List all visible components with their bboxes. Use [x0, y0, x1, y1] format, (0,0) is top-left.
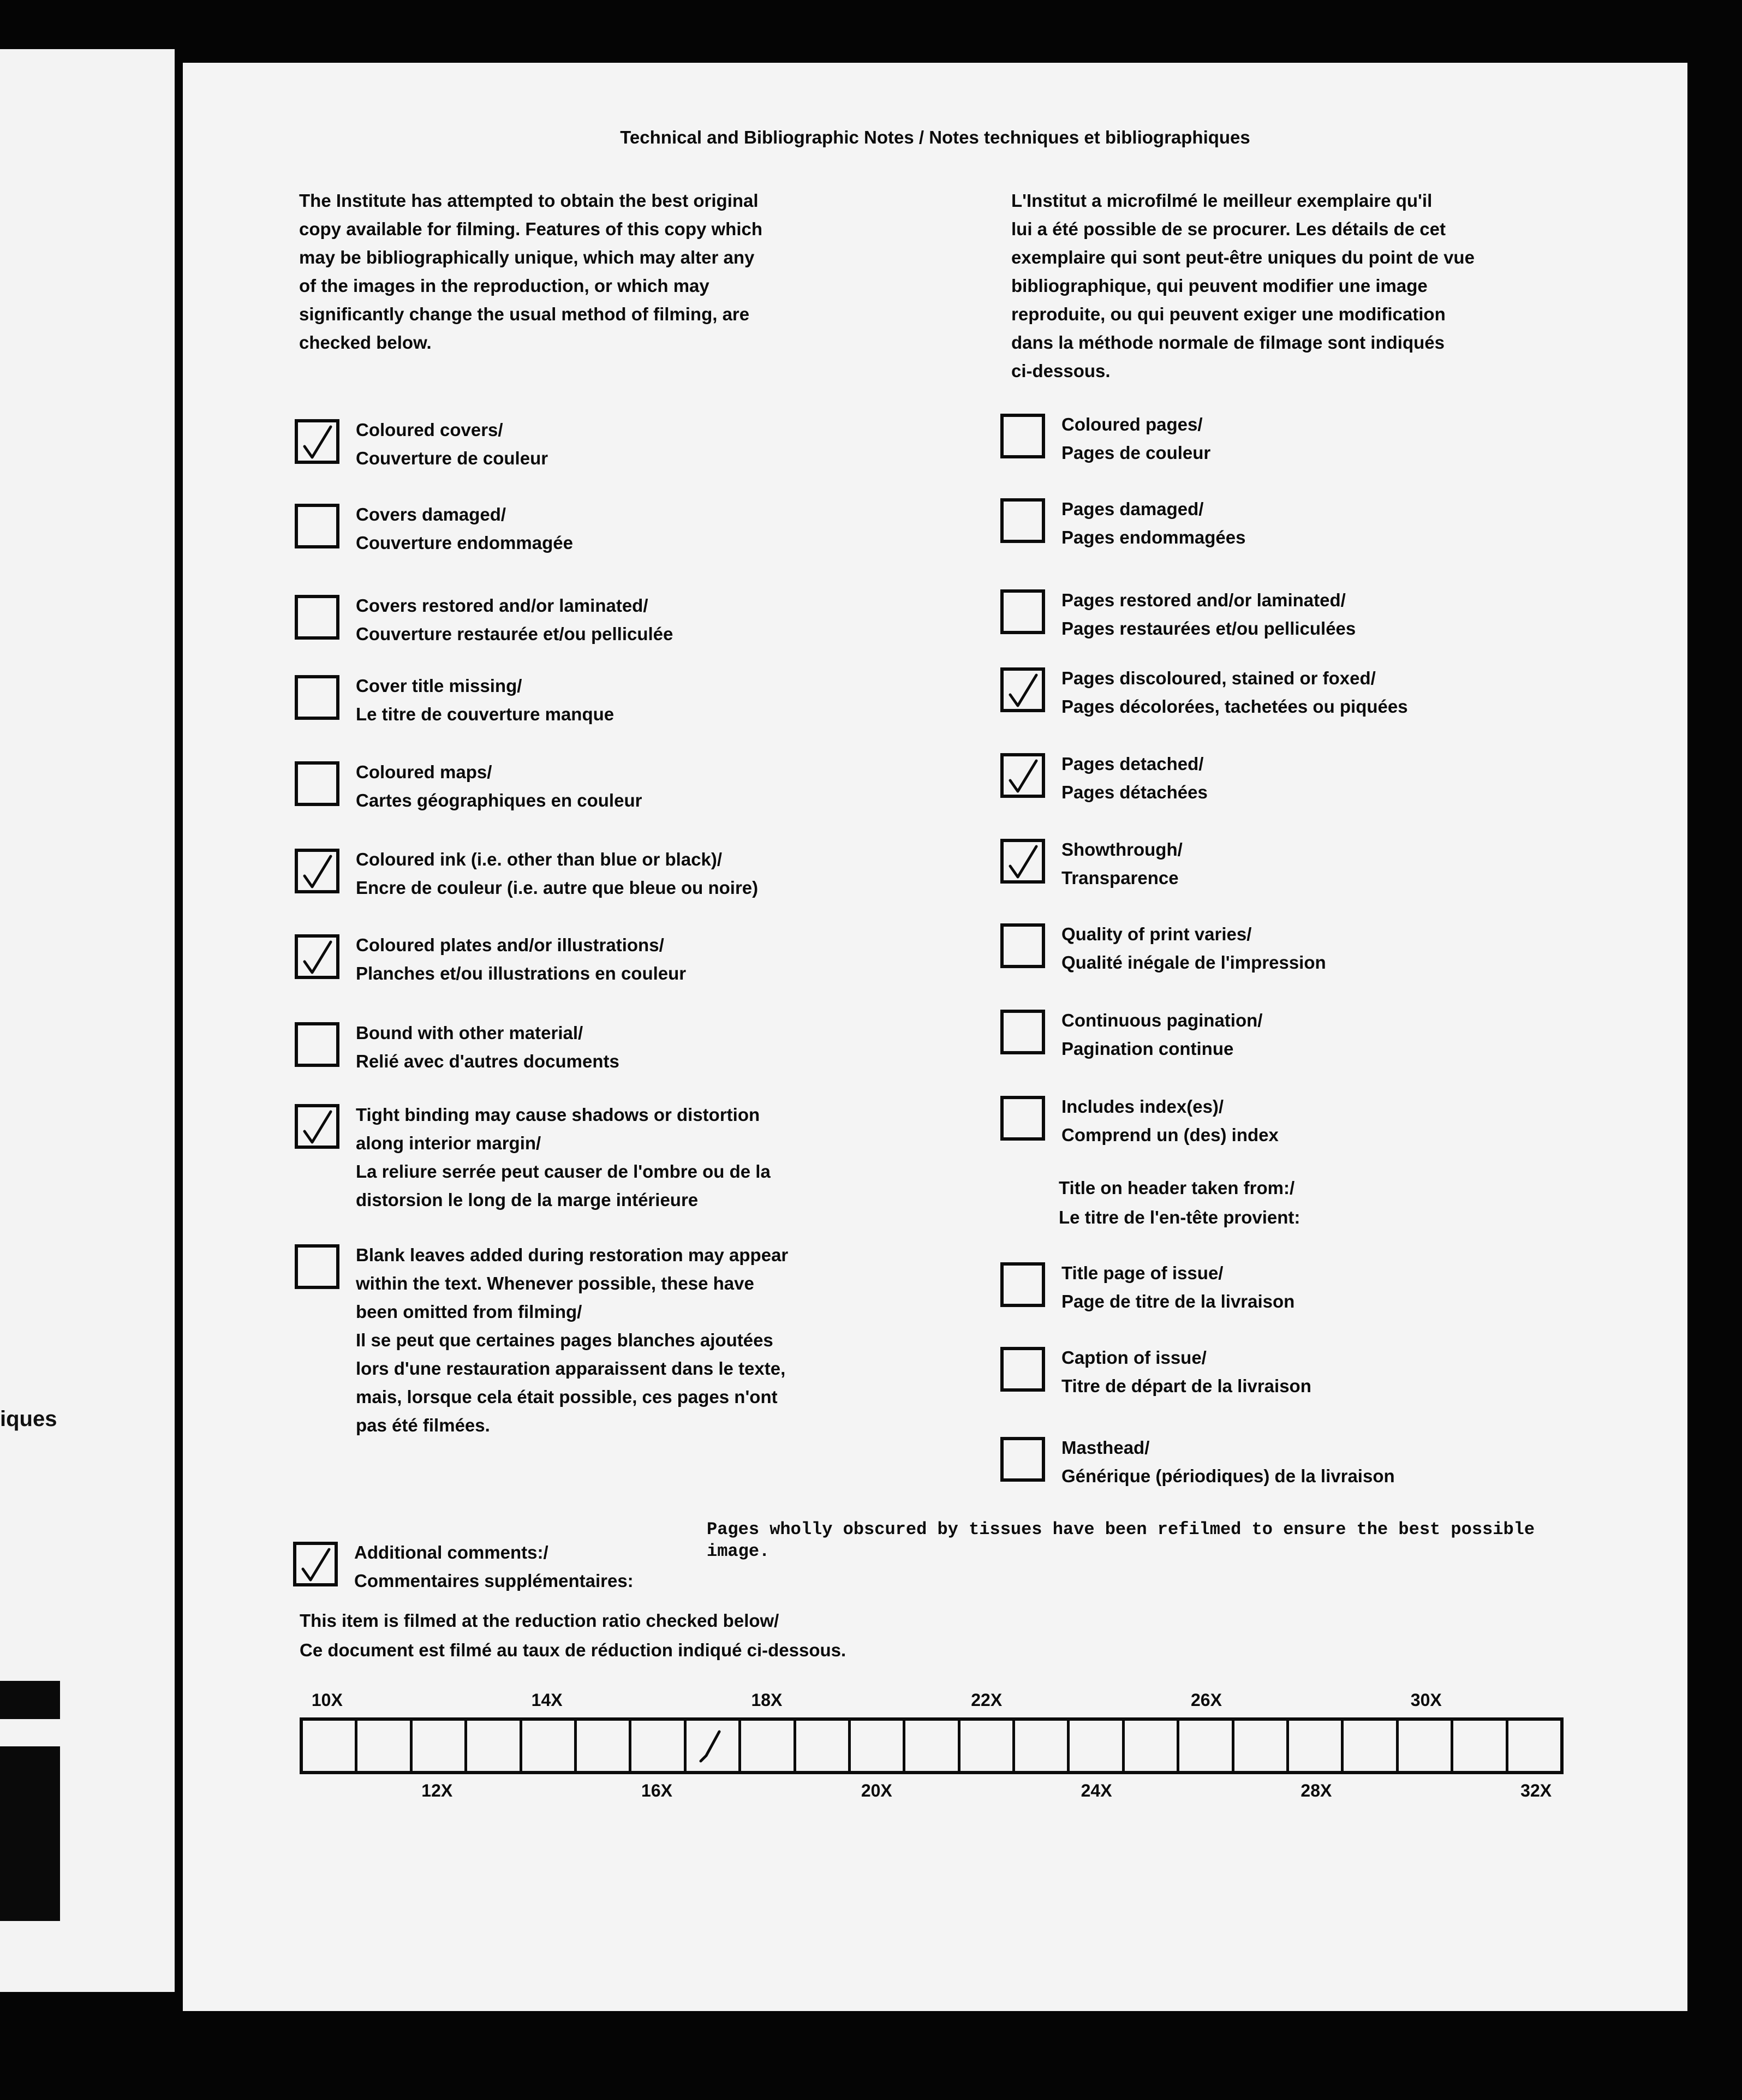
checklist-checkbox[interactable]: [1000, 1347, 1045, 1392]
checklist-item-label: Le titre de couverture manque: [356, 704, 615, 724]
additional-comments-label: Additional comments:/: [354, 1542, 548, 1562]
reduction-ratio-cell[interactable]: [687, 1721, 741, 1771]
checklist-item-label: Pages discoloured, stained or foxed/: [1061, 668, 1376, 688]
reduction-ratio-strip: [300, 1717, 1564, 1774]
reduction-ratio-cell[interactable]: [577, 1721, 631, 1771]
checklist-item-label: Pages détachées: [1061, 782, 1208, 802]
checklist-item-label: Title page of issue/: [1061, 1263, 1224, 1283]
checklist-item-label: Pages endommagées: [1061, 527, 1246, 547]
checklist-item-label: Caption of issue/: [1061, 1347, 1207, 1368]
previous-page-text-fragment: iques: [0, 1407, 57, 1431]
reduction-ratio-cell[interactable]: [1015, 1721, 1070, 1771]
checkmark-icon: [301, 940, 334, 976]
checklist-checkbox[interactable]: [1000, 498, 1045, 543]
reduction-ratio-cell[interactable]: [796, 1721, 851, 1771]
checklist-checkbox[interactable]: [1000, 1010, 1045, 1054]
checkmark-icon: [1007, 844, 1040, 880]
checklist-item-label: pas été filmées.: [356, 1415, 490, 1435]
reduction-ratio-tick: 26X: [1191, 1690, 1222, 1710]
checklist-item-label: Tight binding may cause shadows or distortion: [356, 1105, 760, 1125]
checklist-item-label: Quality of print varies/: [1061, 924, 1252, 944]
reduction-ratio-cell[interactable]: [631, 1721, 686, 1771]
checklist-item-label: Page de titre de la livraison: [1061, 1291, 1295, 1311]
reduction-ratio-tick: 10X: [311, 1690, 343, 1710]
checklist-item-label: Comprend un (des) index: [1061, 1125, 1279, 1145]
reduction-ratio-tick: 32X: [1520, 1781, 1552, 1800]
checklist-item-label: Générique (périodiques) de la livraison: [1061, 1466, 1395, 1486]
checklist-item-label: Covers restored and/or laminated/: [356, 595, 648, 616]
reduction-ratio-tick: 16X: [641, 1781, 672, 1800]
header-note-line: Title on header taken from:/: [1059, 1178, 1295, 1198]
reduction-ratio-tick: 24X: [1081, 1781, 1112, 1800]
registration-mark-block: [0, 1681, 60, 1719]
checklist-item-label: Coloured maps/: [356, 762, 492, 782]
checklist-checkbox[interactable]: [295, 419, 339, 464]
checklist-checkbox[interactable]: [1000, 667, 1045, 712]
checklist-item-label: Coloured covers/: [356, 420, 503, 440]
checklist-item-label: Blank leaves added during restoration may appear: [356, 1245, 789, 1265]
checklist-item-label: Transparence: [1061, 868, 1179, 888]
bibliographic-notes-page: [183, 63, 1687, 2011]
checklist-item-label: Includes index(es)/: [1061, 1096, 1224, 1117]
checklist-item-label: Coloured ink (i.e. other than blue or black)/: [356, 849, 723, 869]
previous-page-edge: [0, 49, 175, 1992]
reduction-ratio-tick: 22X: [971, 1690, 1003, 1710]
checklist-checkbox[interactable]: [295, 1104, 339, 1149]
reduction-ratio-cell[interactable]: [467, 1721, 522, 1771]
intro-french: L'Institut a microfilmé le meilleur exemplaire qu'il lui a été possible de se procurer. Les détails de cet exemplaire qui sont peut-être uniques du point de vue bibliographique, qui peuvent modifier une image reproduite, ou qui peuvent exiger une modification dans la méthode normale de filmage sont indiqués ci-dessous.: [1011, 190, 1475, 381]
checkmark-icon: [301, 425, 334, 461]
checklist-item-label: Qualité inégale de l'impression: [1061, 952, 1326, 973]
checklist-item-label: Pages de couleur: [1061, 443, 1211, 463]
reduction-ratio-cell[interactable]: [851, 1721, 905, 1771]
reduction-ratio-tick: 20X: [861, 1781, 892, 1800]
checklist-checkbox[interactable]: [295, 849, 339, 893]
reduction-ratio-cell[interactable]: [905, 1721, 960, 1771]
reduction-ratio-cell[interactable]: [522, 1721, 577, 1771]
additional-comments-label: Commentaires supplémentaires:: [354, 1571, 634, 1591]
checkmark-icon: [694, 1728, 727, 1767]
checklist-item-label: Pages detached/: [1061, 754, 1204, 774]
page-title: Technical and Bibliographic Notes / Notes techniques et bibliographiques: [620, 127, 1250, 147]
checklist-item-label: Showthrough/: [1061, 839, 1183, 860]
checklist-checkbox[interactable]: [1000, 753, 1045, 798]
reduction-ratio-cell[interactable]: [961, 1721, 1015, 1771]
checklist-item-label: Titre de départ de la livraison: [1061, 1376, 1311, 1396]
checklist-checkbox[interactable]: [1000, 1262, 1045, 1307]
reduction-ratio-line: This item is filmed at the reduction ratio checked below/: [300, 1610, 779, 1631]
reduction-ratio-cell[interactable]: [357, 1721, 412, 1771]
additional-comments-checkbox[interactable]: [293, 1542, 338, 1586]
checklist-checkbox[interactable]: [295, 1022, 339, 1067]
reduction-ratio-cell[interactable]: [1399, 1721, 1453, 1771]
reduction-ratio-tick: 14X: [531, 1690, 563, 1710]
checklist-item-label: Pages décolorées, tachetées ou piquées: [1061, 696, 1408, 717]
checklist-item-label: Masthead/: [1061, 1437, 1150, 1458]
checkmark-icon: [1007, 759, 1040, 795]
header-source-note: [1059, 1173, 1300, 1232]
reduction-ratio-cell[interactable]: [741, 1721, 796, 1771]
checklist-item-label: Pages restaurées et/ou pelliculées: [1061, 618, 1356, 639]
checklist-checkbox[interactable]: [1000, 1096, 1045, 1141]
checklist-item-label: Couverture restaurée et/ou pelliculée: [356, 624, 673, 644]
reduction-ratio-cell[interactable]: [1453, 1721, 1508, 1771]
checklist-item-label: been omitted from filming/: [356, 1302, 582, 1322]
checkmark-icon: [300, 1547, 332, 1583]
checklist-checkbox[interactable]: [295, 1244, 339, 1289]
reduction-ratio-cell[interactable]: [1508, 1721, 1560, 1771]
checklist-item-label: within the text. Whenever possible, these have: [356, 1273, 754, 1293]
reduction-ratio-cell[interactable]: [1344, 1721, 1398, 1771]
checklist-item-label: Pagination continue: [1061, 1039, 1234, 1059]
reduction-ratio-label: [300, 1606, 846, 1665]
checkmark-icon: [301, 1109, 334, 1146]
reduction-ratio-tick: 28X: [1300, 1781, 1332, 1800]
checklist-item-label: Cover title missing/: [356, 676, 522, 696]
reduction-ratio-line: Ce document est filmé au taux de réduction indiqué ci-dessous.: [300, 1640, 846, 1660]
checklist-item-label: Couverture de couleur: [356, 448, 548, 468]
checklist-item-label: Encre de couleur (i.e. autre que bleue ou noire): [356, 878, 759, 898]
checklist-item-label: Cartes géographiques en couleur: [356, 790, 642, 810]
checklist-checkbox[interactable]: [295, 934, 339, 979]
intro-english: The Institute has attempted to obtain the best original copy available for filming. Features of this copy which may be bibliographically unique, which may alter any of the images in the reproduction, or which may significantly change the usual method of filming, are checked below.: [299, 190, 763, 353]
checklist-item-label: Relié avec d'autres documents: [356, 1051, 619, 1071]
checklist-item-label: Il se peut que certaines pages blanches ajoutées: [356, 1330, 773, 1350]
reduction-ratio-cell[interactable]: [1179, 1721, 1234, 1771]
checklist-item-label: Pages damaged/: [1061, 499, 1204, 519]
reduction-ratio-cell[interactable]: [1070, 1721, 1124, 1771]
checklist-checkbox[interactable]: [1000, 589, 1045, 634]
checklist-item-label: Couverture endommagée: [356, 533, 573, 553]
checklist-item-label: Coloured plates and/or illustrations/: [356, 935, 664, 955]
checklist-checkbox[interactable]: [295, 595, 339, 640]
checklist-item-label: Planches et/ou illustrations en couleur: [356, 963, 687, 983]
reduction-ratio-tick: 12X: [421, 1781, 453, 1800]
registration-mark-block: [0, 1746, 60, 1921]
reduction-ratio-cell[interactable]: [1234, 1721, 1289, 1771]
checklist-item-label: Bound with other material/: [356, 1023, 583, 1043]
checklist-checkbox[interactable]: [295, 504, 339, 548]
checklist-checkbox[interactable]: [295, 761, 339, 806]
checklist-checkbox[interactable]: [1000, 839, 1045, 884]
checklist-checkbox[interactable]: [1000, 414, 1045, 458]
checkmark-icon: [301, 854, 334, 890]
checklist-checkbox[interactable]: [1000, 1437, 1045, 1482]
checklist-item-label: Coloured pages/: [1061, 414, 1203, 434]
reduction-ratio-cell[interactable]: [303, 1721, 357, 1771]
checklist-item-label: Covers damaged/: [356, 504, 506, 524]
reduction-ratio-tick: 18X: [751, 1690, 783, 1710]
header-note-line: Le titre de l'en-tête provient:: [1059, 1207, 1300, 1227]
checklist-checkbox[interactable]: [1000, 923, 1045, 968]
reduction-ratio-cell[interactable]: [1125, 1721, 1179, 1771]
checklist-item-label: distorsion le long de la marge intérieure: [356, 1190, 699, 1210]
checklist-item-label: mais, lorsque cela était possible, ces pages n'ont: [356, 1387, 778, 1407]
additional-comments-text: Pages wholly obscured by tissues have been refilmed to ensure the best possible image.: [707, 1519, 1535, 1561]
checkmark-icon: [1007, 673, 1040, 709]
checklist-item-label: lors d'une restauration apparaissent dans le texte,: [356, 1358, 786, 1379]
checklist-item-label: Pages restored and/or laminated/: [1061, 590, 1346, 610]
checklist-item-label: Continuous pagination/: [1061, 1010, 1263, 1030]
reduction-ratio-cell[interactable]: [1289, 1721, 1344, 1771]
checklist-item-label: La reliure serrée peut causer de l'ombre ou de la: [356, 1161, 771, 1182]
checklist-item-label: along interior margin/: [356, 1133, 541, 1153]
checklist-checkbox[interactable]: [295, 675, 339, 720]
reduction-ratio-tick: 30X: [1410, 1690, 1442, 1710]
reduction-ratio-cell[interactable]: [413, 1721, 467, 1771]
